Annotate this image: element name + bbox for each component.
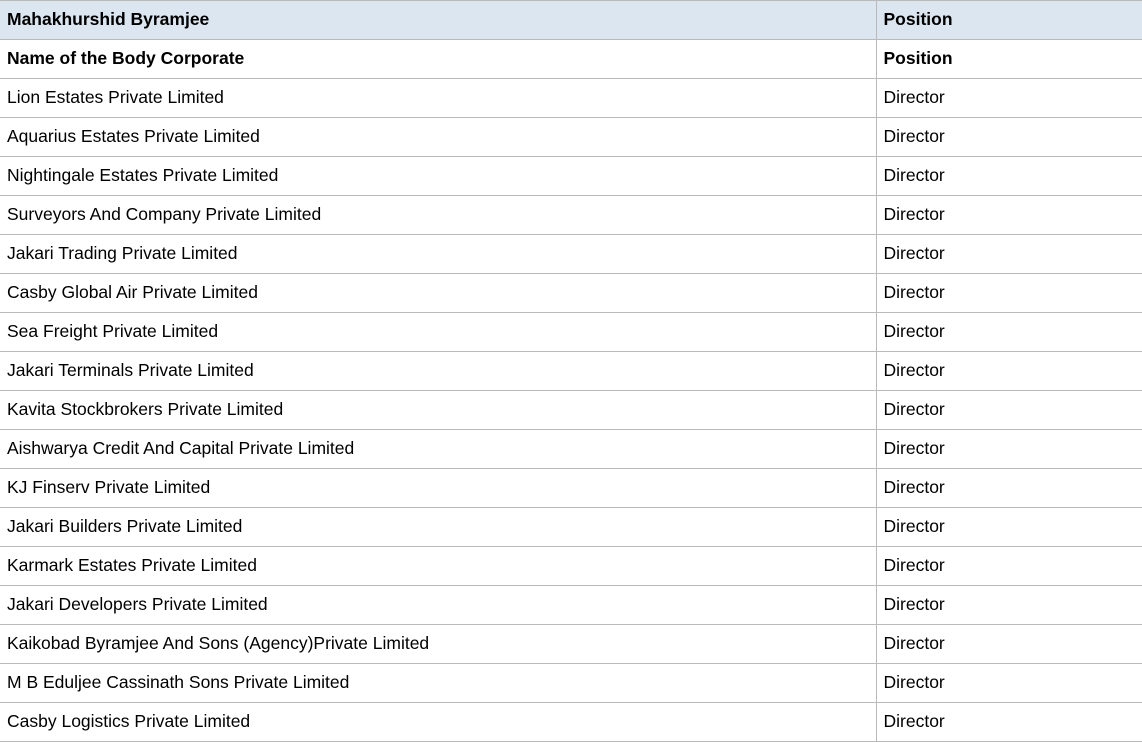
cell-position <box>876 391 1142 430</box>
position-value: Director <box>883 476 945 497</box>
cell-body-corporate <box>0 157 876 196</box>
body-corporate-name: KJ Finserv Private Limited <box>7 476 211 497</box>
body-corporate-name: Casby Logistics Private Limited <box>7 710 251 731</box>
body-corporate-name: Sea Freight Private Limited <box>7 320 219 341</box>
cell-position <box>876 664 1142 703</box>
position-value: Director <box>883 671 945 692</box>
cell-position <box>876 235 1142 274</box>
position-value: Director <box>883 632 945 653</box>
body-corporate-name: M B Eduljee Cassinath Sons Private Limited <box>7 671 350 692</box>
column-header-body-corporate-label: Name of the Body Corporate <box>7 47 245 68</box>
cell-body-corporate <box>0 469 876 508</box>
table-row <box>0 274 1142 313</box>
cell-body-corporate <box>0 391 876 430</box>
table-title-row <box>0 1 1142 40</box>
table-row <box>0 430 1142 469</box>
body-corporate-name: Jakari Builders Private Limited <box>7 515 243 536</box>
column-header-position-label: Position <box>883 47 953 68</box>
cell-position <box>876 547 1142 586</box>
position-value: Director <box>883 515 945 536</box>
cell-position <box>876 430 1142 469</box>
position-value: Director <box>883 86 945 107</box>
position-value: Director <box>883 554 945 575</box>
body-corporate-name: Aishwarya Credit And Capital Private Limited <box>7 437 355 458</box>
column-header-body-corporate <box>0 40 876 79</box>
position-value: Director <box>883 437 945 458</box>
table-body <box>0 1 1142 742</box>
body-corporate-name: Jakari Terminals Private Limited <box>7 359 254 380</box>
cell-position <box>876 118 1142 157</box>
table-row <box>0 664 1142 703</box>
body-corporate-name: Karmark Estates Private Limited <box>7 554 257 575</box>
body-corporate-name: Lion Estates Private Limited <box>7 86 224 107</box>
person-name: Mahakhurshid Byramjee <box>7 8 210 29</box>
table-row <box>0 508 1142 547</box>
position-value: Director <box>883 203 945 224</box>
table-row <box>0 157 1142 196</box>
table-row <box>0 586 1142 625</box>
cell-body-corporate <box>0 586 876 625</box>
position-value: Director <box>883 242 945 263</box>
cell-position <box>876 313 1142 352</box>
position-value: Director <box>883 125 945 146</box>
table-row <box>0 469 1142 508</box>
cell-position <box>876 157 1142 196</box>
table-row <box>0 118 1142 157</box>
body-corporate-name: Nightingale Estates Private Limited <box>7 164 279 185</box>
cell-position <box>876 196 1142 235</box>
cell-body-corporate <box>0 703 876 742</box>
position-value: Director <box>883 281 945 302</box>
cell-position <box>876 586 1142 625</box>
body-corporate-name: Jakari Trading Private Limited <box>7 242 238 263</box>
table-row <box>0 391 1142 430</box>
body-corporate-name: Aquarius Estates Private Limited <box>7 125 260 146</box>
body-corporate-name: Kaikobad Byramjee And Sons (Agency)Private Limited <box>7 632 430 653</box>
cell-body-corporate <box>0 508 876 547</box>
cell-position <box>876 703 1142 742</box>
position-value: Director <box>883 320 945 341</box>
cell-body-corporate <box>0 79 876 118</box>
cell-body-corporate <box>0 547 876 586</box>
cell-body-corporate <box>0 235 876 274</box>
table-row <box>0 625 1142 664</box>
body-corporate-name: Jakari Developers Private Limited <box>7 593 268 614</box>
cell-body-corporate <box>0 313 876 352</box>
body-corporate-name: Casby Global Air Private Limited <box>7 281 258 302</box>
table-row <box>0 313 1142 352</box>
position-value: Director <box>883 164 945 185</box>
table-row <box>0 196 1142 235</box>
column-header-position <box>876 40 1142 79</box>
body-corporate-name: Surveyors And Company Private Limited <box>7 203 322 224</box>
cell-body-corporate <box>0 664 876 703</box>
cell-body-corporate <box>0 625 876 664</box>
cell-position <box>876 79 1142 118</box>
table-row <box>0 352 1142 391</box>
table-row <box>0 547 1142 586</box>
cell-position <box>876 274 1142 313</box>
table-row <box>0 703 1142 742</box>
position-title-cell <box>876 1 1142 40</box>
cell-body-corporate <box>0 274 876 313</box>
position-value: Director <box>883 359 945 380</box>
cell-body-corporate <box>0 118 876 157</box>
table-header-row <box>0 40 1142 79</box>
cell-position <box>876 469 1142 508</box>
table-row <box>0 235 1142 274</box>
body-corporate-name: Kavita Stockbrokers Private Limited <box>7 398 284 419</box>
position-title: Position <box>883 8 953 29</box>
person-name-cell <box>0 1 876 40</box>
position-value: Director <box>883 710 945 731</box>
table-row <box>0 79 1142 118</box>
cell-position <box>876 508 1142 547</box>
position-value: Director <box>883 398 945 419</box>
cell-body-corporate <box>0 352 876 391</box>
cell-position <box>876 352 1142 391</box>
cell-body-corporate <box>0 430 876 469</box>
cell-body-corporate <box>0 196 876 235</box>
cell-position <box>876 625 1142 664</box>
position-value: Director <box>883 593 945 614</box>
